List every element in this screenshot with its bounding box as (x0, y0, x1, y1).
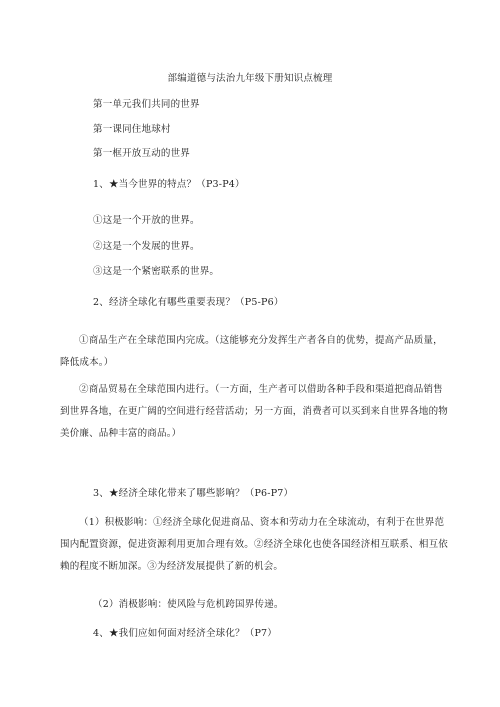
answer-2-1: ①商品生产在全球范围内完成。（这能够充分发挥生产者各自的优势，提高产品质量，降低成本。） (60, 335, 443, 368)
answer-1-2: ②这是一个发展的世界。 (93, 241, 200, 252)
question-2: 2、经济全球化有哪些重要表现？（P5-P6） (93, 297, 284, 308)
question-1: 1、★当今世界的特点？（P3-P4） (93, 179, 245, 190)
lesson-heading: 第一课同住地球村 (93, 124, 171, 135)
question-4: 4、★我们应如何面对经济全球化？（P7） (93, 628, 277, 639)
answer-3-positive: （1）积极影响：①经济全球化促进商品、资本和劳动力在全球流动，有利于在世界范围内配置资源，促进资源利用更加合理有效。②经济全球化也使各国经济相互联系、相互依赖的程度不断加深。③为经济发展提供了新的机会。 (60, 517, 449, 572)
answer-1-1: ①这是一个开放的世界。 (93, 215, 200, 226)
unit-heading: 第一单元我们共同的世界 (93, 99, 200, 110)
answer-3-negative: （2）消极影响：使风险与危机跨国界传递。 (93, 599, 284, 610)
answer-2-2: ②商品贸易在全球范围内进行。（一方面，生产者可以借助各种手段和渠道把商品销售到世界各地，在更广阔的空间进行经营活动；另一方面，消费者可以买到来自世界各地的物美价廉、品种丰富的商品。） (60, 384, 449, 439)
frame-heading: 第一框开放互动的世界 (93, 148, 191, 159)
page-title: 部编道德与法治九年级下册知识点梳理 (167, 73, 333, 84)
question-3: 3、★经济全球化带来了哪些影响？（P6-P7） (93, 488, 294, 499)
answer-1-3: ③这是一个紧密联系的世界。 (93, 266, 220, 277)
